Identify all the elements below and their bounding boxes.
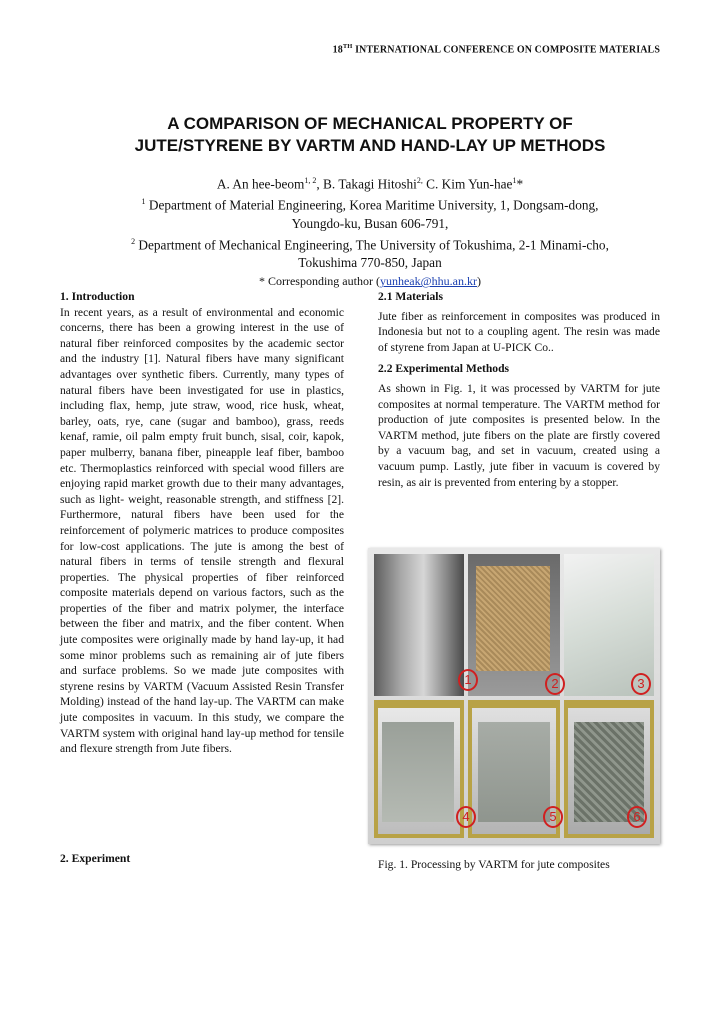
intro-paragraph: In recent years, as a result of environmental and economic concerns, there has been a growing interest in the use of natural fiber reinforced composites by the academic sector and the industry [1]. Natural fibers have many significant advantages over synthetic fibers. Currently, many types of natural fibers have been investigated for use in plastics, including flax, hemp, jute straw, wood, rice husk, wheat, barley, oats, rye, cane (sugar and bamboo), grass, reeds kenaf, ramie, oil palm empty fruit bunch, sisal, coir, kapok, paper mulberry, banana fiber, pineapple leaf fiber, bamboo etc. Thermoplastics reinforced with special wood fillers are enjoying rapid market growth due to their many advantages, such as light- weight, reasonable strength, and stiffness [2]. Furthermore, natural fibers have been used for the reinforcement of polymeric matrices to produce composites for low-cost applications. The jute is among the best of natural fibers in terms of tensile strength and flexural properties. The physical properties of fiber reinforced composite materials depend on various factors, such as the properties of the fiber and matrix polymer, the interface between the fiber and matrix, and the fiber content. When jute composites were originally made by hand lay-up, it had some minor problems such as remaining air of jute fibers and surface problems. So we made jute composites with styrene resins by VARTM (Vacuum Assisted Resin Transfer Molding) instead of the hand lay-up. The VARTM can make jute composites in vacuum. In this study, we compare the VARTM system with original hand lay-up method for tensile and flexure strength from Jute fibers. [60,305,344,756]
affiliation-1-address: Youngdo-ku, Busan 606-791, [291,215,449,231]
figure-1-photo-grid [368,548,660,844]
email-link[interactable]: yunheak@hhu.an.kr [379,274,477,289]
corresponding-author: * Corresponding author (yunheak@hhu.an.kr) [258,274,481,289]
methods-paragraph: As shown in Fig. 1, it was processed by VARTM for jute composites at normal temperature. The VARTM method for production of jute composites is presented below. In the VARTM method, jute fibers on the plate are firstly covered by a vacuum bag, and set in vacuum, created using a vacuum pump. Lastly, jute fiber in vacuum is covered by resin, as air is prevented from entering by a stopper. [378,381,660,489]
figure-label-6: 6 [627,806,647,828]
figure-label-5: 5 [543,806,563,828]
affiliation-1: $^1$ Department of Material Engineering, Korea Maritime University, 1, Dongsam-dong, [141,197,599,213]
author-names: A. An hee-beom$^{1, 2}$, B. Takagi Hitoshi$^{2,}$ C. Kim Yun-hae$^1$* [216,176,524,192]
experiment-heading: 2. Experiment [60,852,131,865]
conference-header: 18TH INTERNATIONAL CONFERENCE ON COMPOSITE MATERIALS [332,43,660,56]
paper-title [40,113,700,157]
affiliation-2-address: Tokushima 770-850, Japan [298,255,442,271]
figure-label-4: 4 [456,806,476,828]
figure-label-3: 3 [631,673,651,695]
intro-heading: 1. Introduction [60,290,135,303]
affiliation-2: $^2$ Department of Mechanical Engineering, The University of Tokushima, 2-1 Minami-cho, [131,236,609,253]
author-block [40,172,700,290]
photo-step-2 [468,554,560,696]
title-line-2: JUTE/STYRENE BY VARTM AND HAND-LAY UP METHODS [134,136,606,155]
right-column [378,289,660,490]
photo-step-4 [374,700,464,838]
figure-caption: Fig. 1. Processing by VARTM for jute composites [378,858,610,871]
left-column [60,289,344,757]
photo-step-1 [374,554,464,696]
materials-heading: 2.1 Materials [378,290,444,303]
figure-label-1: 1 [458,669,478,691]
methods-heading: 2.2 Experimental Methods [378,362,510,376]
title-line-1: A COMPARISON OF MECHANICAL PROPERTY OF [167,114,573,133]
figure-label-2: 2 [545,673,565,695]
materials-paragraph: Jute fiber as reinforcement in composites was produced in Indonesia but not to a coupling agent. The resin was made of styrene from Japan at U-PICK Co.. [378,309,660,354]
